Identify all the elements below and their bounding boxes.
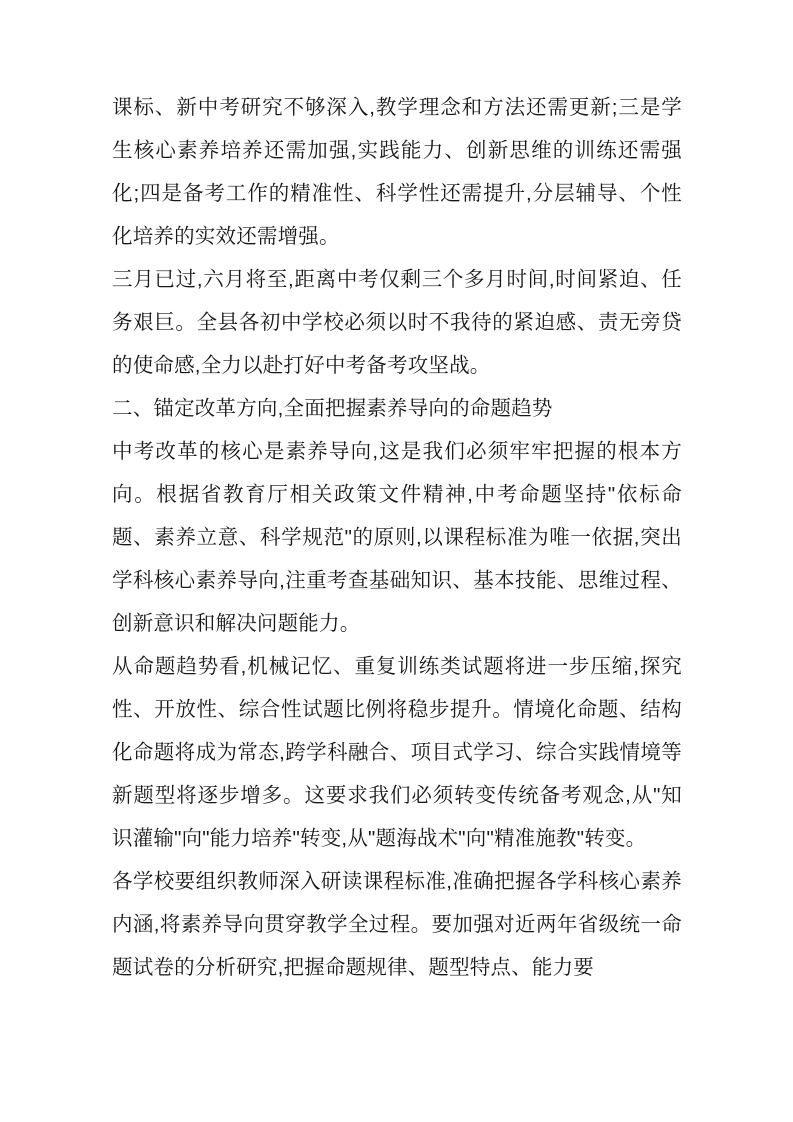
- document-body: [112, 86, 682, 989]
- section-heading: 二、锚定改革方向,全面把握素养导向的命题趋势: [112, 397, 553, 420]
- paragraph: 课标、新中考研究不够深入,教学理念和方法还需更新;三是学生核心素养培养还需加强,实践能力、创新思维的训练还需强化;四是备考工作的精准性、科学性还需提升,分层辅导、个性化培养的实效还需增强。: [112, 96, 682, 248]
- paragraph: 三月已过,六月将至,距离中考仅剩三个多月时间,时间紧迫、任务艰巨。全县各初中学校必须以时不我待的紧迫感、责无旁贷的使命感,全力以赴打好中考备考攻坚战。: [112, 268, 682, 377]
- paragraph: 从命题趋势看,机械记忆、重复训练类试题将进一步压缩,探究性、开放性、综合性试题比例将稳步提升。情境化命题、结构化命题将成为常态,跨学科融合、项目式学习、综合实践情境等新题型将逐步增多。这要求我们必须转变传统备考观念,从"知识灌输"向"能力培养"转变,从"题海战术"向"精准施教"转变。: [112, 655, 682, 850]
- paragraph: 中考改革的核心是素养导向,这是我们必须牢牢把握的根本方向。根据省教育厅相关政策文件精神,中考命题坚持"依标命题、素养立意、科学规范"的原则,以课程标准为唯一依据,突出学科核心素养导向,注重考查基础知识、基本技能、思维过程、创新意识和解决问题能力。: [112, 440, 682, 635]
- paragraph: 各学校要组织教师深入研读课程标准,准确把握各学科核心素养内涵,将素养导向贯穿教学全过程。要加强对近两年省级统一命题试卷的分析研究,把握命题规律、题型特点、能力要: [112, 870, 682, 979]
